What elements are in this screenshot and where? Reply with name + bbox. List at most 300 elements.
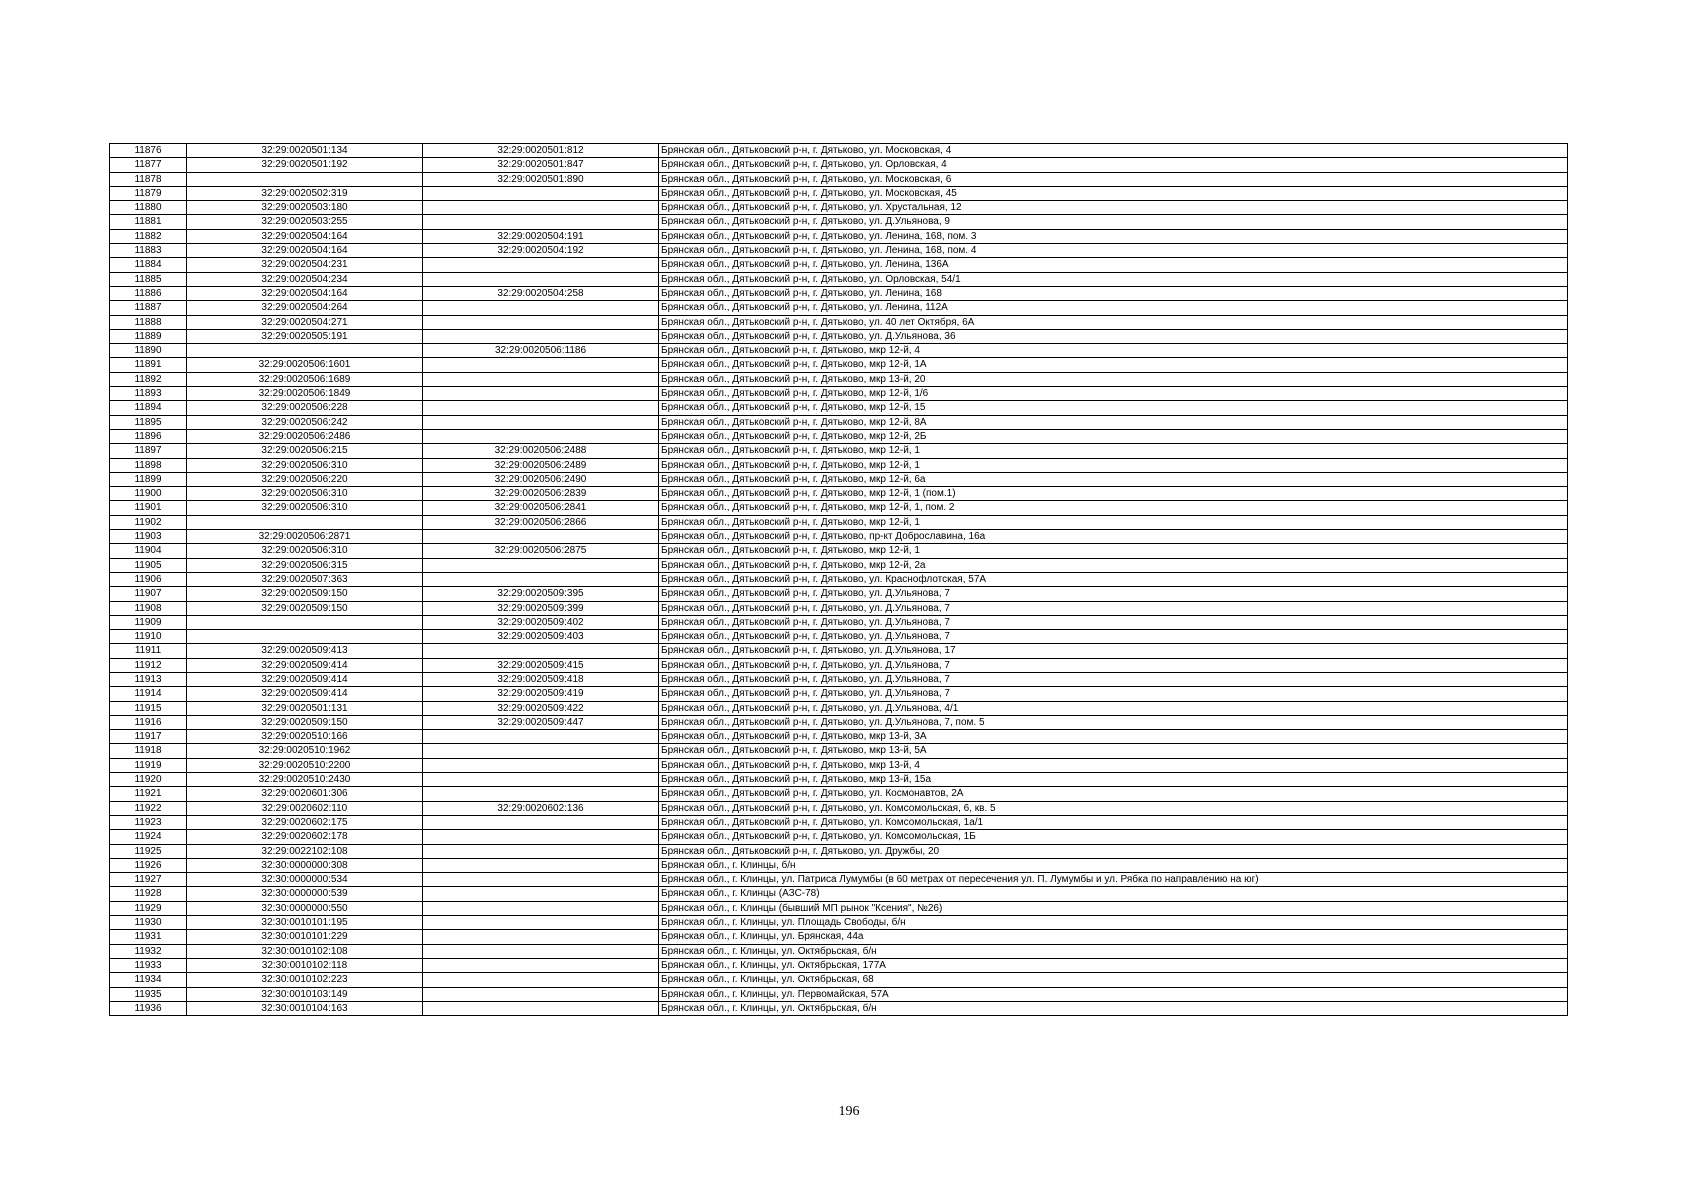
- table-row: [110, 387, 1568, 401]
- object-cadastral-number-cell: [423, 315, 659, 329]
- cadastral-number-cell: 32:29:0020506:1689: [187, 372, 423, 386]
- row-number-cell: 11906: [110, 572, 187, 586]
- object-cadastral-number-cell: [423, 887, 659, 901]
- address-cell: Брянская обл., Дятьковский р-н, г. Дятьково, ул. Д.Ульянова, 7: [659, 587, 1568, 601]
- address-cell: Брянская обл., г. Клинцы, ул. Брянская, 44а: [659, 930, 1568, 944]
- row-number-cell: 11898: [110, 458, 187, 472]
- table-row: [110, 329, 1568, 343]
- row-number-cell: 11876: [110, 144, 187, 158]
- cadastral-number-cell: 32:29:0020509:150: [187, 715, 423, 729]
- cadastral-number-cell: 32:29:0020509:414: [187, 687, 423, 701]
- address-cell: Брянская обл., Дятьковский р-н, г. Дятьково, пр-кт Доброславина, 16а: [659, 530, 1568, 544]
- address-cell: Брянская обл., Дятьковский р-н, г. Дятьково, мкр 12-й, 1: [659, 515, 1568, 529]
- cadastral-number-cell: 32:29:0020506:310: [187, 487, 423, 501]
- row-number-cell: 11913: [110, 672, 187, 686]
- cadastral-number-cell: 32:29:0020506:2871: [187, 530, 423, 544]
- address-cell: Брянская обл., Дятьковский р-н, г. Дятьково, ул. Д.Ульянова, 7: [659, 658, 1568, 672]
- address-cell: Брянская обл., Дятьковский р-н, г. Дятьково, мкр 12-й, 1, пом. 2: [659, 501, 1568, 515]
- object-cadastral-number-cell: 32:29:0020602:136: [423, 801, 659, 815]
- table-row: [110, 544, 1568, 558]
- row-number-cell: 11920: [110, 773, 187, 787]
- address-cell: Брянская обл., Дятьковский р-н, г. Дятьково, мкр 13-й, 15а: [659, 773, 1568, 787]
- table-row: [110, 658, 1568, 672]
- cadastral-number-cell: 32:29:0020503:255: [187, 215, 423, 229]
- cadastral-number-cell: 32:30:0010102:223: [187, 973, 423, 987]
- cadastral-number-cell: 32:30:0010102:108: [187, 944, 423, 958]
- cadastral-number-cell: 32:29:0020504:164: [187, 229, 423, 243]
- address-cell: Брянская обл., Дятьковский р-н, г. Дятьково, мкр 12-й, 15: [659, 401, 1568, 415]
- table-row: [110, 158, 1568, 172]
- row-number-cell: 11908: [110, 601, 187, 615]
- cadastral-number-cell: 32:29:0020506:2486: [187, 429, 423, 443]
- row-number-cell: 11892: [110, 372, 187, 386]
- row-number-cell: 11925: [110, 844, 187, 858]
- table-row: [110, 487, 1568, 501]
- table-row: [110, 973, 1568, 987]
- object-cadastral-number-cell: 32:29:0020501:847: [423, 158, 659, 172]
- row-number-cell: 11883: [110, 244, 187, 258]
- cadastral-number-cell: 32:29:0020509:413: [187, 644, 423, 658]
- object-cadastral-number-cell: 32:29:0020509:415: [423, 658, 659, 672]
- object-cadastral-number-cell: [423, 415, 659, 429]
- object-cadastral-number-cell: [423, 858, 659, 872]
- table-row: [110, 444, 1568, 458]
- table-row: [110, 286, 1568, 300]
- object-cadastral-number-cell: 32:29:0020509:395: [423, 587, 659, 601]
- cadastral-number-cell: 32:29:0020506:315: [187, 558, 423, 572]
- table-row: [110, 415, 1568, 429]
- row-number-cell: 11921: [110, 787, 187, 801]
- cadastral-number-cell: 32:29:0020506:1601: [187, 358, 423, 372]
- table-row: [110, 944, 1568, 958]
- row-number-cell: 11910: [110, 630, 187, 644]
- table-row: [110, 458, 1568, 472]
- address-cell: Брянская обл., Дятьковский р-н, г. Дятьково, ул. Д.Ульянова, 36: [659, 329, 1568, 343]
- address-cell: Брянская обл., г. Клинцы, ул. Октябрьская, б/н: [659, 1001, 1568, 1015]
- table-row: [110, 572, 1568, 586]
- address-cell: Брянская обл., Дятьковский р-н, г. Дятьково, мкр 12-й, 1/6: [659, 387, 1568, 401]
- table-row: [110, 773, 1568, 787]
- row-number-cell: 11880: [110, 201, 187, 215]
- address-cell: Брянская обл., Дятьковский р-н, г. Дятьково, ул. Ленина, 136А: [659, 258, 1568, 272]
- row-number-cell: 11897: [110, 444, 187, 458]
- address-cell: Брянская обл., г. Клинцы, б/н: [659, 858, 1568, 872]
- object-cadastral-number-cell: [423, 830, 659, 844]
- address-cell: Брянская обл., Дятьковский р-н, г. Дятьково, ул. Д.Ульянова, 7: [659, 615, 1568, 629]
- table-row: [110, 258, 1568, 272]
- cadastral-number-cell: 32:29:0020510:166: [187, 730, 423, 744]
- address-cell: Брянская обл., Дятьковский р-н, г. Дятьково, ул. Космонавтов, 2А: [659, 787, 1568, 801]
- cadastral-number-cell: 32:29:0020504:231: [187, 258, 423, 272]
- object-cadastral-number-cell: [423, 916, 659, 930]
- row-number-cell: 11903: [110, 530, 187, 544]
- table-row: [110, 815, 1568, 829]
- row-number-cell: 11882: [110, 229, 187, 243]
- table-row: [110, 186, 1568, 200]
- address-cell: Брянская обл., Дятьковский р-н, г. Дятьково, ул. Ленина, 168, пом. 4: [659, 244, 1568, 258]
- address-cell: Брянская обл., г. Клинцы, ул. Площадь Свободы, б/н: [659, 916, 1568, 930]
- object-cadastral-number-cell: 32:29:0020509:422: [423, 701, 659, 715]
- row-number-cell: 11891: [110, 358, 187, 372]
- row-number-cell: 11924: [110, 830, 187, 844]
- table-row: [110, 272, 1568, 286]
- table-row: [110, 758, 1568, 772]
- object-cadastral-number-cell: [423, 258, 659, 272]
- table-row: [110, 630, 1568, 644]
- object-cadastral-number-cell: [423, 401, 659, 415]
- table-row: [110, 873, 1568, 887]
- cadastral-number-cell: 32:29:0020602:178: [187, 830, 423, 844]
- object-cadastral-number-cell: 32:29:0020504:191: [423, 229, 659, 243]
- cadastral-number-cell: 32:29:0020504:264: [187, 301, 423, 315]
- cadastral-number-cell: 32:30:0000000:308: [187, 858, 423, 872]
- row-number-cell: 11900: [110, 487, 187, 501]
- address-cell: Брянская обл., Дятьковский р-н, г. Дятьково, ул. Дружбы, 20: [659, 844, 1568, 858]
- object-cadastral-number-cell: 32:29:0020509:399: [423, 601, 659, 615]
- table-row: [110, 672, 1568, 686]
- row-number-cell: 11881: [110, 215, 187, 229]
- row-number-cell: 11879: [110, 186, 187, 200]
- row-number-cell: 11914: [110, 687, 187, 701]
- row-number-cell: 11923: [110, 815, 187, 829]
- address-cell: Брянская обл., Дятьковский р-н, г. Дятьково, ул. Д.Ульянова, 7: [659, 687, 1568, 701]
- table-row: [110, 530, 1568, 544]
- row-number-cell: 11931: [110, 930, 187, 944]
- object-cadastral-number-cell: [423, 558, 659, 572]
- cadastral-number-cell: 32:29:0020503:180: [187, 201, 423, 215]
- address-cell: Брянская обл., Дятьковский р-н, г. Дятьково, ул. Московская, 6: [659, 172, 1568, 186]
- table-row: [110, 244, 1568, 258]
- object-cadastral-number-cell: [423, 186, 659, 200]
- cadastral-number-cell: 32:29:0020601:306: [187, 787, 423, 801]
- cadastral-number-cell: 32:29:0020602:175: [187, 815, 423, 829]
- cadastral-number-cell: 32:29:0020509:150: [187, 587, 423, 601]
- table-row: [110, 715, 1568, 729]
- cadastral-number-cell: [187, 515, 423, 529]
- object-cadastral-number-cell: 32:29:0020501:812: [423, 144, 659, 158]
- cadastral-number-cell: 32:29:0020510:1962: [187, 744, 423, 758]
- cadastral-number-cell: 32:30:0010101:195: [187, 916, 423, 930]
- table-row: [110, 358, 1568, 372]
- address-cell: Брянская обл., Дятьковский р-н, г. Дятьково, ул. Ленина, 112А: [659, 301, 1568, 315]
- address-cell: Брянская обл., Дятьковский р-н, г. Дятьково, ул. Комсомольская, 6, кв. 5: [659, 801, 1568, 815]
- table-row: [110, 858, 1568, 872]
- table-row: [110, 958, 1568, 972]
- cadastral-number-cell: 32:29:0020504:164: [187, 286, 423, 300]
- object-cadastral-number-cell: [423, 372, 659, 386]
- table-row: [110, 901, 1568, 915]
- cadastral-number-cell: 32:29:0020507:363: [187, 572, 423, 586]
- table-row: [110, 744, 1568, 758]
- cadastral-number-cell: 32:29:0020506:310: [187, 501, 423, 515]
- address-cell: Брянская обл., г. Клинцы, ул. Октябрьская, б/н: [659, 944, 1568, 958]
- object-cadastral-number-cell: 32:29:0020506:2490: [423, 472, 659, 486]
- row-number-cell: 11932: [110, 944, 187, 958]
- cadastral-number-cell: 32:29:0020501:131: [187, 701, 423, 715]
- cadastral-number-cell: 32:30:0010104:163: [187, 1001, 423, 1015]
- table-row: [110, 687, 1568, 701]
- object-cadastral-number-cell: 32:29:0020506:2488: [423, 444, 659, 458]
- object-cadastral-number-cell: [423, 572, 659, 586]
- table-row: [110, 172, 1568, 186]
- address-cell: Брянская обл., Дятьковский р-н, г. Дятьково, мкр 13-й, 3А: [659, 730, 1568, 744]
- row-number-cell: 11927: [110, 873, 187, 887]
- table-row: [110, 472, 1568, 486]
- row-number-cell: 11889: [110, 329, 187, 343]
- address-cell: Брянская обл., Дятьковский р-н, г. Дятьково, мкр 12-й, 2Б: [659, 429, 1568, 443]
- row-number-cell: 11919: [110, 758, 187, 772]
- address-cell: Брянская обл., г. Клинцы (АЗС-78): [659, 887, 1568, 901]
- address-cell: Брянская обл., Дятьковский р-н, г. Дятьково, ул. Д.Ульянова, 4/1: [659, 701, 1568, 715]
- row-number-cell: 11885: [110, 272, 187, 286]
- address-cell: Брянская обл., Дятьковский р-н, г. Дятьково, ул. Комсомольская, 1Б: [659, 830, 1568, 844]
- table-row: [110, 229, 1568, 243]
- table-row: [110, 201, 1568, 215]
- object-cadastral-number-cell: [423, 958, 659, 972]
- object-cadastral-number-cell: [423, 358, 659, 372]
- address-cell: Брянская обл., Дятьковский р-н, г. Дятьково, ул. Д.Ульянова, 7: [659, 630, 1568, 644]
- row-number-cell: 11886: [110, 286, 187, 300]
- cadastral-number-cell: 32:29:0020509:414: [187, 672, 423, 686]
- cadastral-number-cell: 32:30:0010102:118: [187, 958, 423, 972]
- table-row: [110, 515, 1568, 529]
- cadastral-number-cell: 32:29:0020504:234: [187, 272, 423, 286]
- address-cell: Брянская обл., Дятьковский р-н, г. Дятьково, ул. 40 лет Октября, 6А: [659, 315, 1568, 329]
- object-cadastral-number-cell: [423, 815, 659, 829]
- row-number-cell: 11896: [110, 429, 187, 443]
- row-number-cell: 11894: [110, 401, 187, 415]
- table-row: [110, 429, 1568, 443]
- cadastral-number-cell: 32:29:0022102:108: [187, 844, 423, 858]
- address-cell: Брянская обл., Дятьковский р-н, г. Дятьково, мкр 12-й, 1А: [659, 358, 1568, 372]
- registry-table-body: [110, 144, 1568, 1016]
- page-number: 196: [838, 1104, 860, 1119]
- row-number-cell: 11893: [110, 387, 187, 401]
- object-cadastral-number-cell: [423, 644, 659, 658]
- address-cell: Брянская обл., г. Клинцы, ул. Октябрьская, 68: [659, 973, 1568, 987]
- row-number-cell: 11933: [110, 958, 187, 972]
- address-cell: Брянская обл., Дятьковский р-н, г. Дятьково, ул. Комсомольская, 1а/1: [659, 815, 1568, 829]
- object-cadastral-number-cell: [423, 215, 659, 229]
- object-cadastral-number-cell: [423, 844, 659, 858]
- address-cell: Брянская обл., Дятьковский р-н, г. Дятьково, мкр 12-й, 1: [659, 458, 1568, 472]
- cadastral-number-cell: 32:29:0020501:134: [187, 144, 423, 158]
- address-cell: Брянская обл., Дятьковский р-н, г. Дятьково, ул. Д.Ульянова, 7: [659, 672, 1568, 686]
- table-row: [110, 558, 1568, 572]
- table-row: [110, 916, 1568, 930]
- row-number-cell: 11895: [110, 415, 187, 429]
- object-cadastral-number-cell: 32:29:0020509:447: [423, 715, 659, 729]
- row-number-cell: 11887: [110, 301, 187, 315]
- row-number-cell: 11902: [110, 515, 187, 529]
- cadastral-number-cell: 32:29:0020504:164: [187, 244, 423, 258]
- row-number-cell: 11904: [110, 544, 187, 558]
- cadastral-number-cell: 32:29:0020506:220: [187, 472, 423, 486]
- row-number-cell: 11901: [110, 501, 187, 515]
- cadastral-number-cell: 32:29:0020506:310: [187, 458, 423, 472]
- object-cadastral-number-cell: [423, 530, 659, 544]
- address-cell: Брянская обл., Дятьковский р-н, г. Дятьково, мкр 12-й, 1: [659, 444, 1568, 458]
- row-number-cell: 11909: [110, 615, 187, 629]
- address-cell: Брянская обл., Дятьковский р-н, г. Дятьково, мкр 12-й, 4: [659, 344, 1568, 358]
- object-cadastral-number-cell: [423, 1001, 659, 1015]
- cadastral-number-cell: 32:29:0020509:414: [187, 658, 423, 672]
- cadastral-number-cell: 32:29:0020502:319: [187, 186, 423, 200]
- address-cell: Брянская обл., Дятьковский р-н, г. Дятьково, ул. Краснофлотская, 57А: [659, 572, 1568, 586]
- address-cell: Брянская обл., Дятьковский р-н, г. Дятьково, ул. Ленина, 168: [659, 286, 1568, 300]
- row-number-cell: 11929: [110, 901, 187, 915]
- address-cell: Брянская обл., Дятьковский р-н, г. Дятьково, мкр 12-й, 1 (пом.1): [659, 487, 1568, 501]
- row-number-cell: 11928: [110, 887, 187, 901]
- row-number-cell: 11934: [110, 973, 187, 987]
- object-cadastral-number-cell: 32:29:0020509:403: [423, 630, 659, 644]
- address-cell: Брянская обл., Дятьковский р-н, г. Дятьково, ул. Д.Ульянова, 7: [659, 601, 1568, 615]
- object-cadastral-number-cell: 32:29:0020504:258: [423, 286, 659, 300]
- cadastral-number-cell: 32:30:0010101:229: [187, 930, 423, 944]
- row-number-cell: 11878: [110, 172, 187, 186]
- row-number-cell: 11922: [110, 801, 187, 815]
- cadastral-number-cell: 32:29:0020504:271: [187, 315, 423, 329]
- table-row: [110, 144, 1568, 158]
- table-row: [110, 801, 1568, 815]
- object-cadastral-number-cell: [423, 987, 659, 1001]
- address-cell: Брянская обл., Дятьковский р-н, г. Дятьково, ул. Московская, 4: [659, 144, 1568, 158]
- address-cell: Брянская обл., Дятьковский р-н, г. Дятьково, мкр 13-й, 5А: [659, 744, 1568, 758]
- cadastral-number-cell: 32:29:0020506:1849: [187, 387, 423, 401]
- row-number-cell: 11888: [110, 315, 187, 329]
- object-cadastral-number-cell: [423, 944, 659, 958]
- address-cell: Брянская обл., Дятьковский р-н, г. Дятьково, мкр 13-й, 4: [659, 758, 1568, 772]
- object-cadastral-number-cell: [423, 873, 659, 887]
- address-cell: Брянская обл., Дятьковский р-н, г. Дятьково, ул. Орловская, 4: [659, 158, 1568, 172]
- cadastral-number-cell: 32:29:0020510:2200: [187, 758, 423, 772]
- address-cell: Брянская обл., г. Клинцы, ул. Октябрьская, 177А: [659, 958, 1568, 972]
- address-cell: Брянская обл., Дятьковский р-н, г. Дятьково, ул. Д.Ульянова, 9: [659, 215, 1568, 229]
- table-row: [110, 615, 1568, 629]
- table-row: [110, 787, 1568, 801]
- cadastral-number-cell: 32:29:0020506:242: [187, 415, 423, 429]
- row-number-cell: 11916: [110, 715, 187, 729]
- object-cadastral-number-cell: 32:29:0020506:2489: [423, 458, 659, 472]
- object-cadastral-number-cell: 32:29:0020509:419: [423, 687, 659, 701]
- row-number-cell: 11911: [110, 644, 187, 658]
- cadastral-number-cell: 32:29:0020505:191: [187, 329, 423, 343]
- address-cell: Брянская обл., Дятьковский р-н, г. Дятьково, мкр 12-й, 8А: [659, 415, 1568, 429]
- address-cell: Брянская обл., Дятьковский р-н, г. Дятьково, мкр 13-й, 20: [659, 372, 1568, 386]
- row-number-cell: 11936: [110, 1001, 187, 1015]
- cadastral-number-cell: 32:29:0020509:150: [187, 601, 423, 615]
- object-cadastral-number-cell: 32:29:0020506:2875: [423, 544, 659, 558]
- cadastral-number-cell: [187, 615, 423, 629]
- table-row: [110, 401, 1568, 415]
- table-row: [110, 701, 1568, 715]
- table-row: [110, 930, 1568, 944]
- table-row: [110, 601, 1568, 615]
- registry-table: [109, 143, 1568, 1016]
- table-row: [110, 987, 1568, 1001]
- row-number-cell: 11917: [110, 730, 187, 744]
- object-cadastral-number-cell: 32:29:0020509:402: [423, 615, 659, 629]
- address-cell: Брянская обл., Дятьковский р-н, г. Дятьково, ул. Орловская, 54/1: [659, 272, 1568, 286]
- cadastral-number-cell: [187, 172, 423, 186]
- table-row: [110, 372, 1568, 386]
- address-cell: Брянская обл., Дятьковский р-н, г. Дятьково, ул. Д.Ульянова, 17: [659, 644, 1568, 658]
- row-number-cell: 11899: [110, 472, 187, 486]
- table-row: [110, 830, 1568, 844]
- table-row: [110, 315, 1568, 329]
- row-number-cell: 11907: [110, 587, 187, 601]
- object-cadastral-number-cell: [423, 773, 659, 787]
- cadastral-number-cell: 32:29:0020506:215: [187, 444, 423, 458]
- object-cadastral-number-cell: [423, 901, 659, 915]
- address-cell: Брянская обл., г. Клинцы, ул. Патриса Лумумбы (в 60 метрах от пересечения ул. П. Лумумбы и ул. Рябка по направлению на юг): [659, 873, 1568, 887]
- object-cadastral-number-cell: 32:29:0020501:890: [423, 172, 659, 186]
- cadastral-number-cell: 32:29:0020501:192: [187, 158, 423, 172]
- table-row: [110, 887, 1568, 901]
- cadastral-number-cell: 32:29:0020506:310: [187, 544, 423, 558]
- row-number-cell: 11890: [110, 344, 187, 358]
- object-cadastral-number-cell: 32:29:0020506:1186: [423, 344, 659, 358]
- address-cell: Брянская обл., Дятьковский р-н, г. Дятьково, ул. Ленина, 168, пом. 3: [659, 229, 1568, 243]
- cadastral-number-cell: 32:30:0010103:149: [187, 987, 423, 1001]
- object-cadastral-number-cell: 32:29:0020506:2866: [423, 515, 659, 529]
- row-number-cell: 11926: [110, 858, 187, 872]
- table-row: [110, 644, 1568, 658]
- object-cadastral-number-cell: [423, 744, 659, 758]
- table-row: [110, 587, 1568, 601]
- cadastral-number-cell: 32:29:0020510:2430: [187, 773, 423, 787]
- address-cell: Брянская обл., Дятьковский р-н, г. Дятьково, ул. Хрустальная, 12: [659, 201, 1568, 215]
- cadastral-number-cell: 32:30:0000000:534: [187, 873, 423, 887]
- cadastral-number-cell: [187, 344, 423, 358]
- table-row: [110, 301, 1568, 315]
- table-row: [110, 344, 1568, 358]
- object-cadastral-number-cell: [423, 730, 659, 744]
- object-cadastral-number-cell: [423, 758, 659, 772]
- table-row: [110, 501, 1568, 515]
- table-row: [110, 215, 1568, 229]
- object-cadastral-number-cell: 32:29:0020509:418: [423, 672, 659, 686]
- address-cell: Брянская обл., Дятьковский р-н, г. Дятьково, ул. Московская, 45: [659, 186, 1568, 200]
- object-cadastral-number-cell: [423, 973, 659, 987]
- row-number-cell: 11877: [110, 158, 187, 172]
- object-cadastral-number-cell: [423, 272, 659, 286]
- cadastral-number-cell: 32:29:0020602:110: [187, 801, 423, 815]
- address-cell: Брянская обл., Дятьковский р-н, г. Дятьково, мкр 12-й, 1: [659, 544, 1568, 558]
- row-number-cell: 11915: [110, 701, 187, 715]
- object-cadastral-number-cell: 32:29:0020506:2839: [423, 487, 659, 501]
- object-cadastral-number-cell: [423, 387, 659, 401]
- address-cell: Брянская обл., Дятьковский р-н, г. Дятьково, мкр 12-й, 2а: [659, 558, 1568, 572]
- row-number-cell: 11918: [110, 744, 187, 758]
- address-cell: Брянская обл., г. Клинцы (бывший МП рынок "Ксения", №26): [659, 901, 1568, 915]
- cadastral-number-cell: 32:29:0020506:228: [187, 401, 423, 415]
- row-number-cell: 11912: [110, 658, 187, 672]
- address-cell: Брянская обл., Дятьковский р-н, г. Дятьково, ул. Д.Ульянова, 7, пом. 5: [659, 715, 1568, 729]
- row-number-cell: 11905: [110, 558, 187, 572]
- object-cadastral-number-cell: [423, 429, 659, 443]
- table-row: [110, 1001, 1568, 1015]
- address-cell: Брянская обл., Дятьковский р-н, г. Дятьково, мкр 12-й, 6а: [659, 472, 1568, 486]
- table-row: [110, 844, 1568, 858]
- row-number-cell: 11884: [110, 258, 187, 272]
- row-number-cell: 11930: [110, 916, 187, 930]
- table-row: [110, 730, 1568, 744]
- object-cadastral-number-cell: [423, 930, 659, 944]
- row-number-cell: 11935: [110, 987, 187, 1001]
- object-cadastral-number-cell: [423, 301, 659, 315]
- cadastral-number-cell: 32:30:0000000:550: [187, 901, 423, 915]
